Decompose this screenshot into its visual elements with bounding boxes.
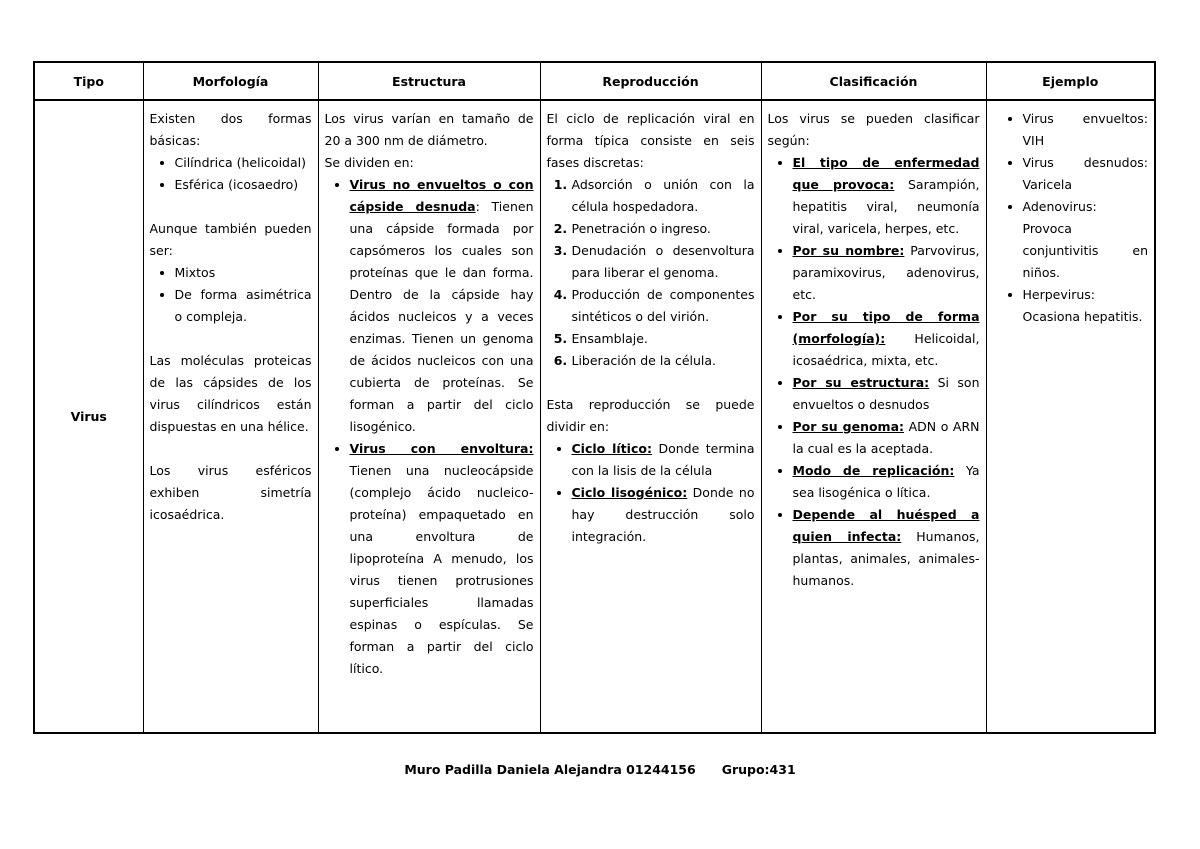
classification-label: El tipo de enfermedad que provoca: bbox=[792, 155, 980, 192]
cycle-text: Donde no hay destrucción solo integración. bbox=[571, 485, 755, 544]
replication-steps-list bbox=[547, 174, 755, 372]
estructura-divide: Se dividen en: bbox=[324, 155, 414, 170]
morfologia-paragraph: Las moléculas proteicas de las cápsides de los virus cilíndricos están dispuestas en una hélice. bbox=[149, 353, 312, 434]
cell-ejemplo bbox=[986, 100, 1155, 733]
classification-label: Por su nombre: bbox=[792, 243, 905, 258]
structure-list bbox=[325, 174, 534, 680]
list-item: 3. Denudación o desenvoltura para liberar el genoma. bbox=[572, 240, 755, 284]
table-row bbox=[34, 100, 1155, 733]
estructura-intro: Los virus varían en tamaño de 20 a 300 nm de diámetro. bbox=[324, 111, 534, 148]
classification-label: Por su tipo de forma (morfología): bbox=[792, 309, 980, 346]
structure-item-label: Virus con envoltura: bbox=[349, 441, 534, 456]
list-item: • De forma asimétrica o compleja. bbox=[175, 284, 312, 328]
list-item: • Esférica (icosaedro) bbox=[175, 174, 312, 196]
list-item bbox=[793, 306, 980, 372]
list-item: 5. Ensamblaje. bbox=[572, 328, 755, 350]
reproduccion-intro: El ciclo de replicación viral en forma típica consiste en seis fases discretas: bbox=[546, 111, 755, 170]
list-item bbox=[793, 460, 980, 504]
list-item bbox=[793, 372, 980, 416]
structure-item-label: Virus no envueltos o con cápside desnuda bbox=[349, 177, 534, 214]
classification-text: Sarampión, hepatitis viral, neumonía viral, varicela, herpes, etc. bbox=[792, 177, 980, 236]
morfologia-intro: Existen dos formas básicas: bbox=[149, 111, 312, 148]
list-item bbox=[793, 416, 980, 460]
structure-item-text: : Tienen una cápside formada por capsómeros los cuales son proteínas que le dan forma. Dentro de la cápside hay ácidos nucleicos y a veces enzimas. Tienen un genoma de ácidos nucleicos con una cubierta de proteínas. Se forman a partir del ciclo lisogénico. bbox=[349, 199, 534, 434]
cycle-label: Ciclo lítico: bbox=[571, 441, 652, 456]
list-item: • Herpevirus: Ocasiona hepatitis. bbox=[1023, 284, 1149, 328]
list-item bbox=[350, 174, 534, 438]
list-item bbox=[793, 504, 980, 592]
footer-group: Grupo:431 bbox=[721, 762, 796, 777]
cell-morfologia bbox=[143, 100, 318, 733]
header-ejemplo: Ejemplo bbox=[986, 62, 1155, 100]
classification-label: Por su genoma: bbox=[792, 419, 905, 434]
structure-item-text: Tienen una nucleocápside (complejo ácido nucleico-proteína) empaquetado en una envoltura de lipoproteína A menudo, los virus tienen protrusiones superficiales llamadas espinas o espículas. Se forman a partir del ciclo lítico. bbox=[349, 463, 534, 676]
classification-label: Depende al huésped a quien infecta: bbox=[792, 507, 980, 544]
classification-text: Parvovirus, paramixovirus, adenovirus, etc. bbox=[792, 243, 980, 302]
list-item bbox=[572, 482, 755, 548]
list-item bbox=[793, 240, 980, 306]
examples-list bbox=[993, 108, 1149, 328]
classification-list bbox=[768, 152, 980, 592]
list-item: 6. Liberación de la célula. bbox=[572, 350, 755, 372]
clasificacion-intro: Los virus se pueden clasificar según: bbox=[767, 111, 980, 148]
cell-estructura bbox=[318, 100, 540, 733]
cell-reproduccion bbox=[540, 100, 761, 733]
list-item bbox=[793, 152, 980, 240]
reproduccion-divide: Esta reproducción se puede dividir en: bbox=[546, 397, 755, 434]
list-item bbox=[572, 438, 755, 482]
cell-tipo: Virus bbox=[34, 100, 143, 733]
list-item: • Adenovirus: Provoca conjuntivitis en niños. bbox=[1023, 196, 1149, 284]
list-item: • Cilíndrica (helicoidal) bbox=[175, 152, 312, 174]
footer bbox=[0, 762, 1200, 777]
cycle-text: Donde termina con la lisis de la célula bbox=[571, 441, 755, 478]
basic-forms-list bbox=[150, 152, 312, 196]
header-row bbox=[34, 62, 1155, 100]
classification-label: Modo de replicación: bbox=[792, 463, 955, 478]
list-item: • Mixtos bbox=[175, 262, 312, 284]
list-item: 4. Producción de componentes sintéticos o del virión. bbox=[572, 284, 755, 328]
header-morfologia: Morfología bbox=[143, 62, 318, 100]
list-item: • Virus envueltos: VIH bbox=[1023, 108, 1149, 152]
header-clasificacion: Clasificación bbox=[761, 62, 986, 100]
list-item: • Virus desnudos: Varicela bbox=[1023, 152, 1149, 196]
header-tipo: Tipo bbox=[34, 62, 143, 100]
header-estructura: Estructura bbox=[318, 62, 540, 100]
other-forms-list bbox=[150, 262, 312, 328]
list-item bbox=[350, 438, 534, 680]
classification-text: Ya sea lisogénica o lítica. bbox=[792, 463, 980, 500]
virus-table bbox=[33, 61, 1154, 734]
classification-text: ADN o ARN la cual es la aceptada. bbox=[792, 419, 980, 456]
header-reproduccion: Reproducción bbox=[540, 62, 761, 100]
morfologia-paragraph: Los virus esféricos exhiben simetría icosaédrica. bbox=[149, 463, 312, 522]
cell-clasificacion bbox=[761, 100, 986, 733]
classification-label: Por su estructura: bbox=[792, 375, 930, 390]
list-item: 2. Penetración o ingreso. bbox=[572, 218, 755, 240]
cycles-list bbox=[547, 438, 755, 548]
classification-text: Humanos, plantas, animales, animales-humanos. bbox=[792, 529, 980, 588]
cycle-label: Ciclo lisogénico: bbox=[571, 485, 688, 500]
classification-text: Helicoidal, icosaédrica, mixta, etc. bbox=[792, 331, 980, 368]
list-item: 1. Adsorción o unión con la célula hospedadora. bbox=[572, 174, 755, 218]
footer-author: Muro Padilla Daniela Alejandra 01244156 bbox=[404, 762, 696, 777]
morfologia-also-intro: Aunque también pueden ser: bbox=[149, 221, 312, 258]
classification-text: Si son envueltos o desnudos bbox=[792, 375, 980, 412]
